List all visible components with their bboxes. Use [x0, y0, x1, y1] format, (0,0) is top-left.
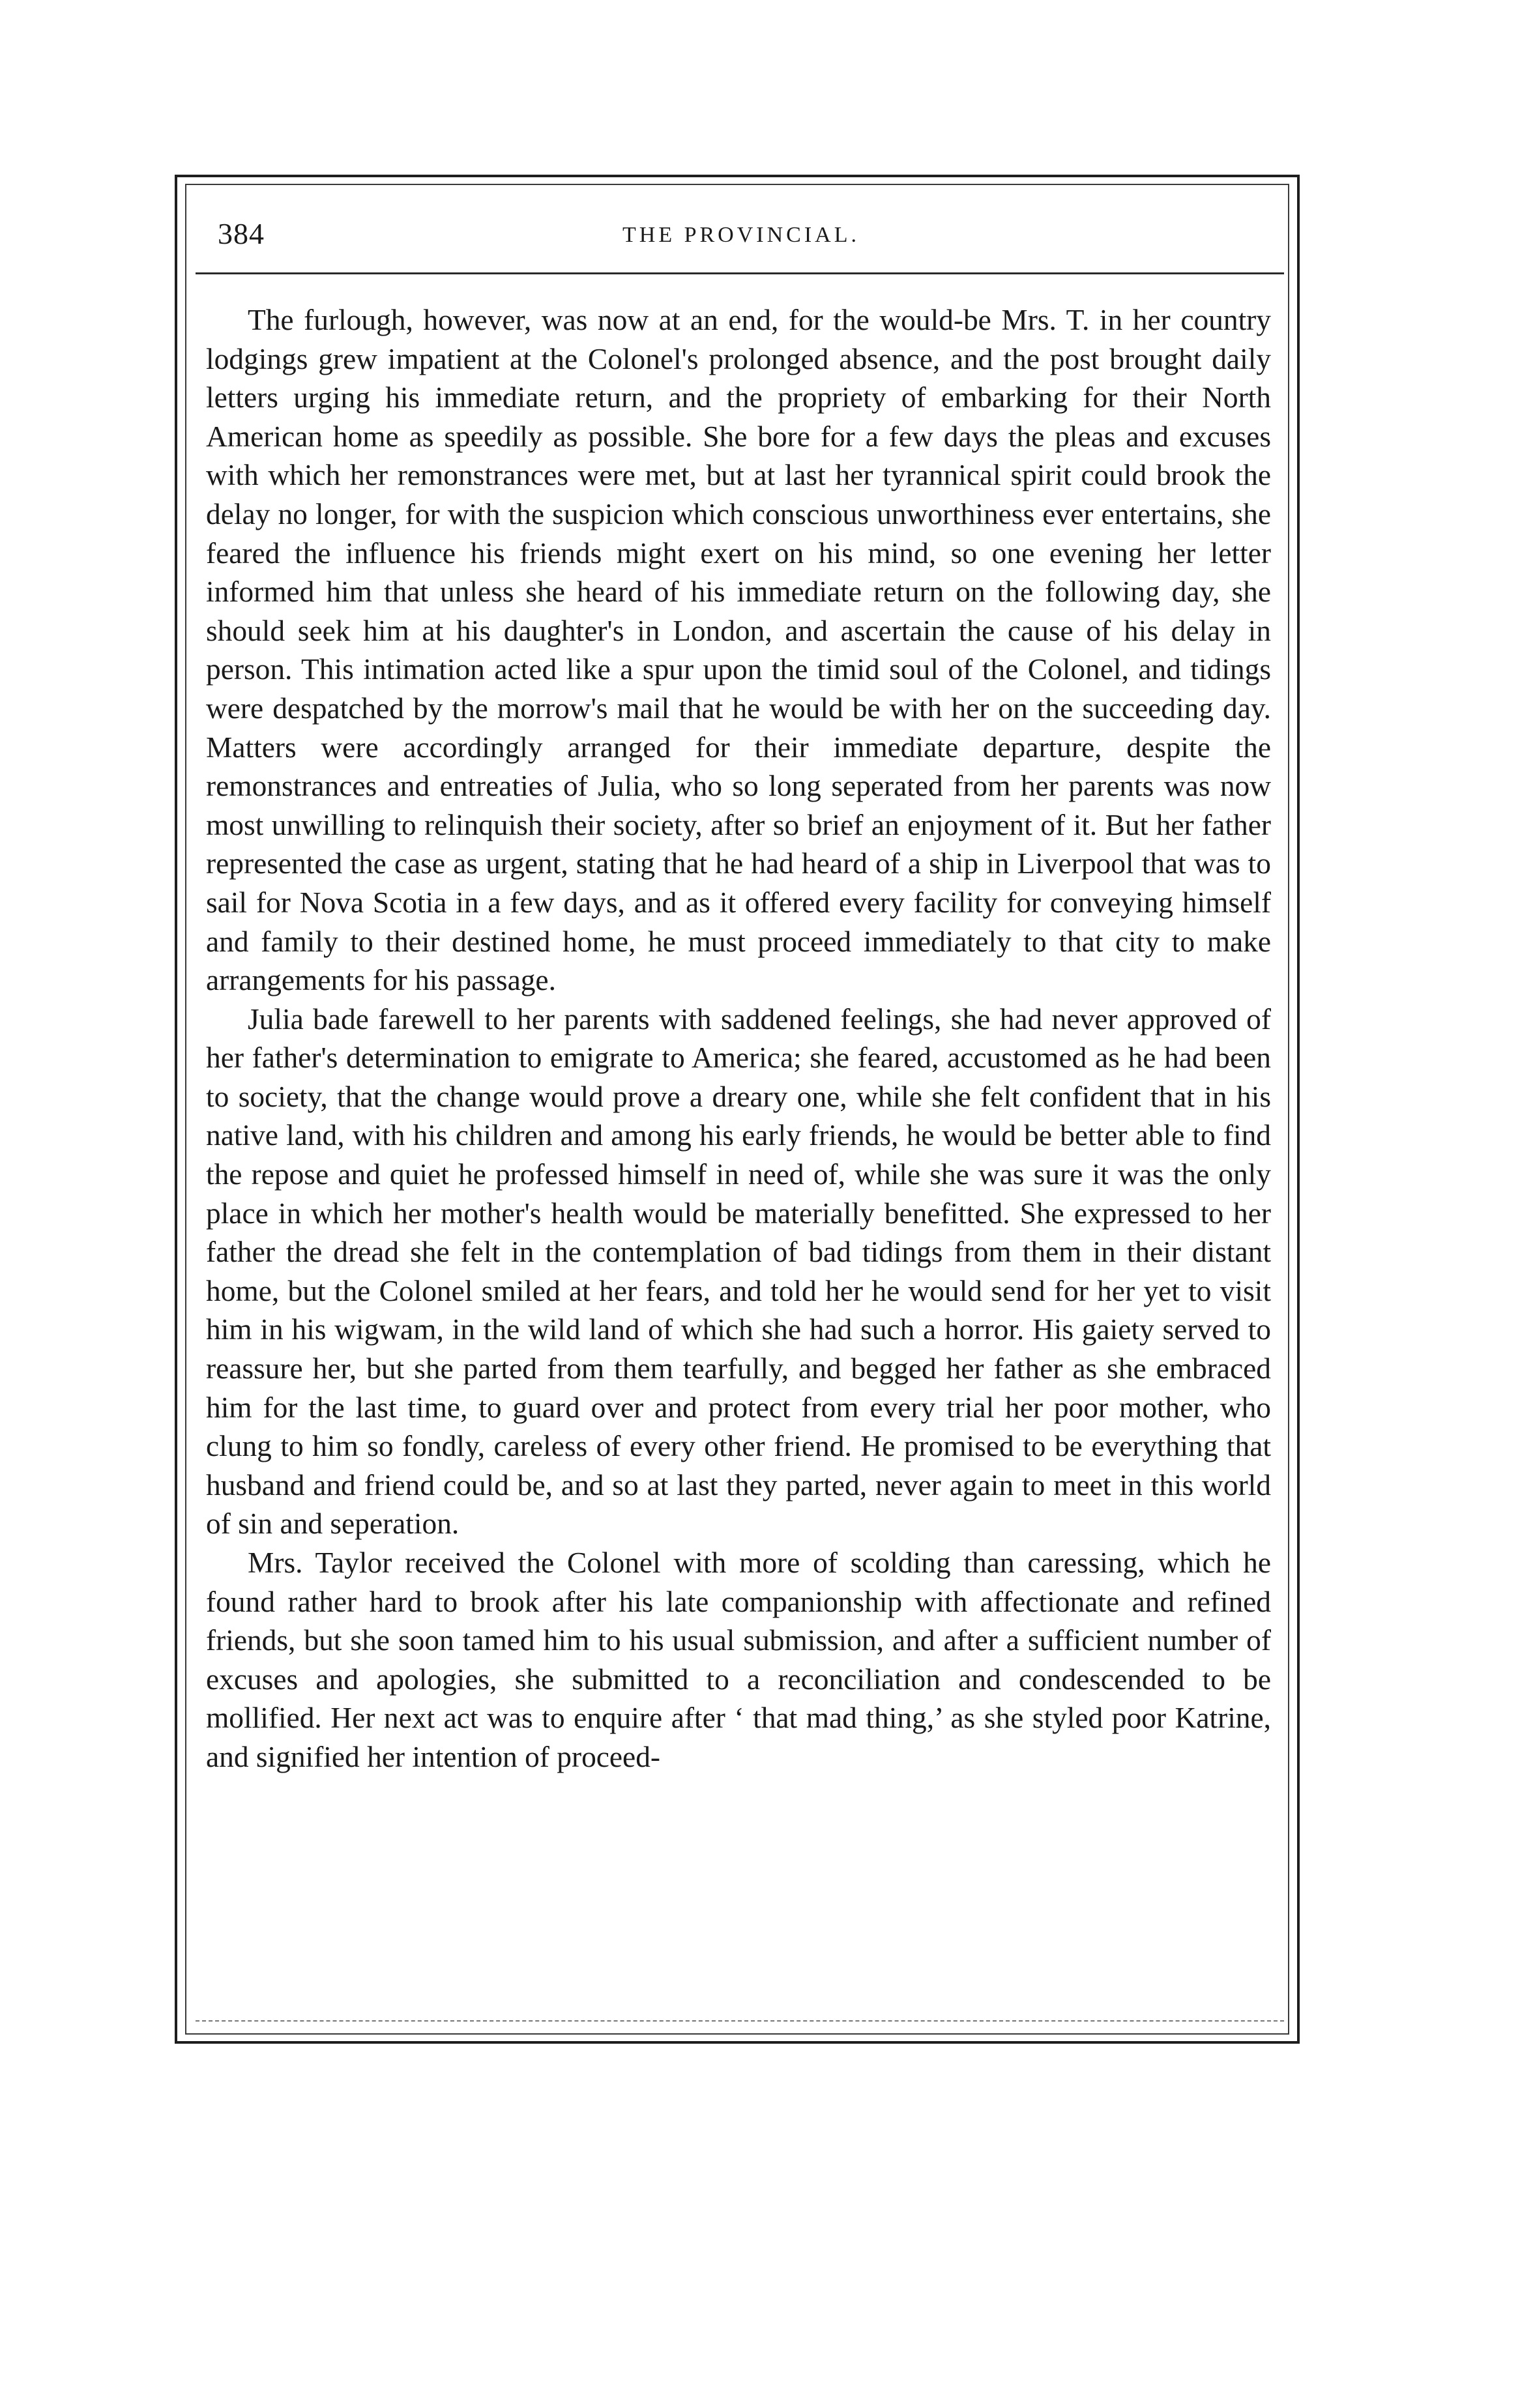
paragraph: Mrs. Taylor received the Colonel with more of scolding than caressing, which he found rather hard to brook after his late companionship with affectionate and refined friends, but she soon tamed him to his usual submission, and after a sufficient number of excuses and apologies, she submitted to a reconciliation and condescended to be mollified. Her next act was to enquire after ‘ that mad thing,’ as she styled poor Katrine, and signified her intention of proceed- — [206, 1546, 1271, 1773]
paragraph: Julia bade farewell to her parents with saddened feelings, she had never approved of her father's determination to emigrate to America; she feared, accustomed as he had been to society, that the change would prove a dreary one, while she felt confident that in his native land, with his children and among his early friends, he would be better able to find the repose and quiet he professed himself in need of, while she was sure it was the only place in which her mother's health would be materially benefitted. She expressed to her father the dread she felt in the contemplation of bad tidings from them in their distant home, but the Colonel smiled at her fears, and told her he would send for her yet to visit him in his wigwam, in the wild land of which she had such a horror. His gaiety served to reassure her, but she parted from them tearfully, and begged her father as she embraced him for the last time, to guard over and protect from every trial her poor mother, who clung to him so fondly, careless of every other friend. He promised to be everything that husband and friend could be, and so at last they parted, never again to meet in this world of sin and seperation. — [206, 1002, 1271, 1541]
footer-rule — [196, 2020, 1284, 2022]
page-header — [211, 207, 1271, 261]
paragraph: The furlough, however, was now at an end, for the would-be Mrs. T. in her country lodgings grew impatient at the Colonel's prolonged absence, and the post brought daily letters urging his immediate return, and the propriety of embarking for their North American home as speedily as possible. She bore for a few days the pleas and excuses with which her remonstrances were met, but at last her tyrannical spirit could brook the delay no longer, for with the suspicion which conscious unworthiness ever entertains, she feared the influence his friends might exert on his mind, so one evening her letter informed him that unless she heard of his immediate return on the following day, she should seek him at his daughter's in London, and ascertain the cause of his delay in person. This intimation acted like a spur upon the timid soul of the Colonel, and tidings were despatched by the morrow's mail that he would be with her on the succeeding day. Matters were accordingly arranged for their immediate departure, despite the remonstrances and entreaties of Julia, who so long seperated from her parents was now most unwilling to relinquish their society, after so brief an enjoyment of it. But her father represented the case as urgent, stating that he had heard of a ship in Liverpool that was to sail for Nova Scotia in a few days, and as it offered every facility for conveying himself and family to their destined home, he must proceed immediately to that city to make arrangements for his passage. — [206, 304, 1271, 997]
header-rule — [196, 272, 1284, 274]
running-title: THE PROVINCIAL. — [622, 223, 860, 247]
page-number: 384 — [218, 217, 265, 250]
body-text — [206, 301, 1271, 1777]
